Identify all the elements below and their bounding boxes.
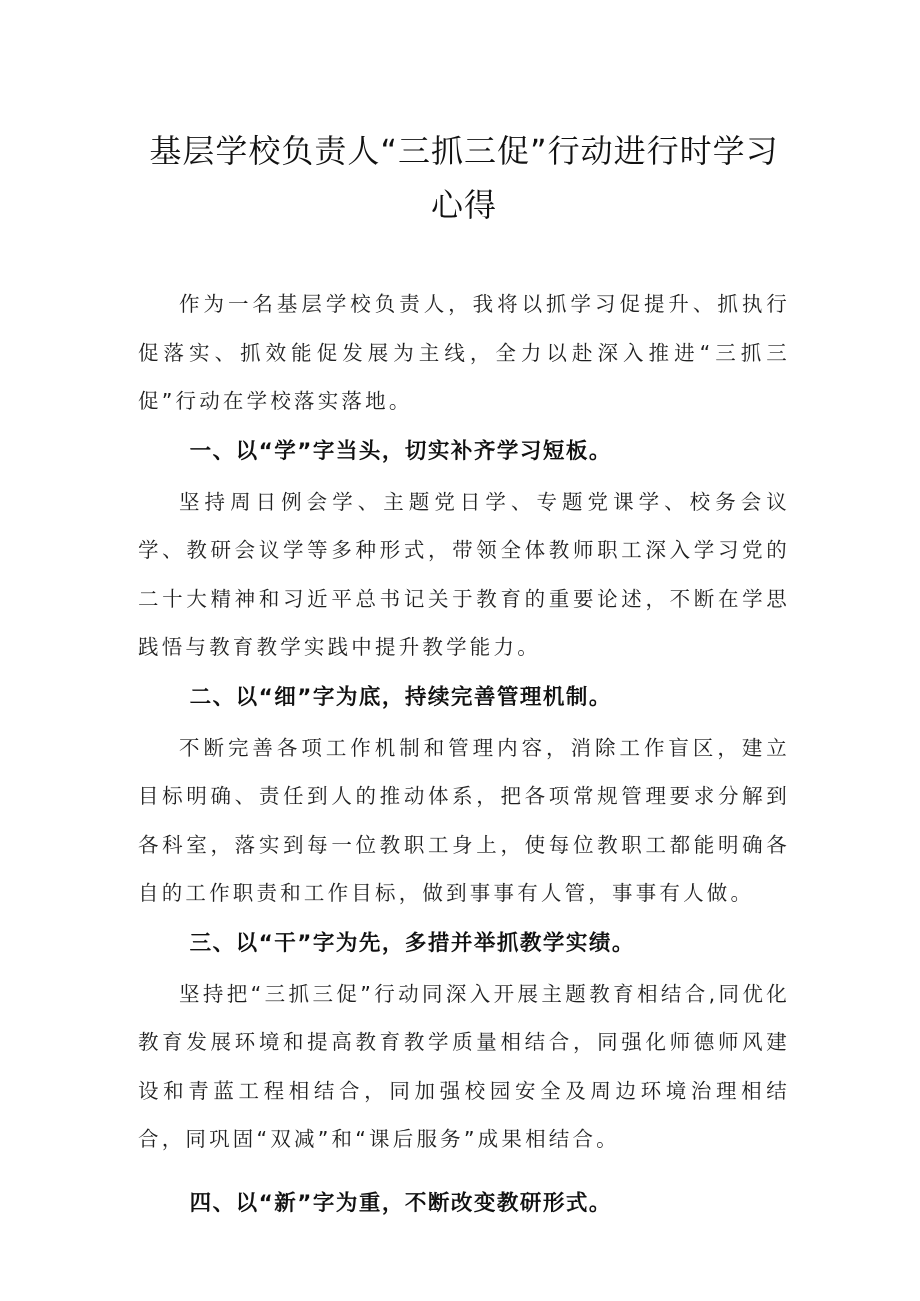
section-4-heading: 四、以“新”字为重，不断改变教研形式。 [189,1190,612,1216]
section-1-heading: 一、以“学”字当头，切实补齐学习短板。 [189,438,612,464]
document-page [138,0,790,1230]
section-2 [138,672,790,918]
section-1 [138,426,790,672]
section-2-heading: 二、以“细”字为底，持续完善管理机制。 [189,684,612,710]
section-1-paragraph: 坚持周日例会学、主题党日学、专题党课学、校务会议学、教研会议学等多种形式，带领全体教师职工深入学习党的二十大精神和习近平总书记关于教育的重要论述，不断在学思践悟与教育教学实践中提升教学能力。 [138,489,790,659]
section-4 [138,1178,790,1230]
document-body [138,280,790,1230]
intro-paragraph: 作为一名基层学校负责人，我将以抓学习促提升、抓执行促落实、抓效能促发展为主线，全力以赴深入推进“三抓三促”行动在学校落实落地。 [138,292,790,413]
section-3-paragraph: 坚持把“三抓三促”行动同深入开展主题教育相结合,同优化教育发展环境和提高教育教学质量相结合，同强化师德师风建设和青蓝工程相结合，同加强校园安全及周边环境治理相结合，同巩固“双减”和“课后服务”成果相结合。 [138,981,790,1151]
document-title: 基层学校负责人“三抓三促”行动进行时学习心得 [149,132,779,224]
section-2-paragraph: 不断完善各项工作机制和管理内容，消除工作盲区，建立目标明确、责任到人的推动体系，把各项常规管理要求分解到各科室，落实到每一位教职工身上，使每位教职工都能明确各自的工作职责和工作目标，做到事事有人管，事事有人做。 [138,735,790,905]
section-3 [138,918,790,1164]
section-3-heading: 三、以“干”字为先，多措并举抓教学实绩。 [189,930,635,956]
